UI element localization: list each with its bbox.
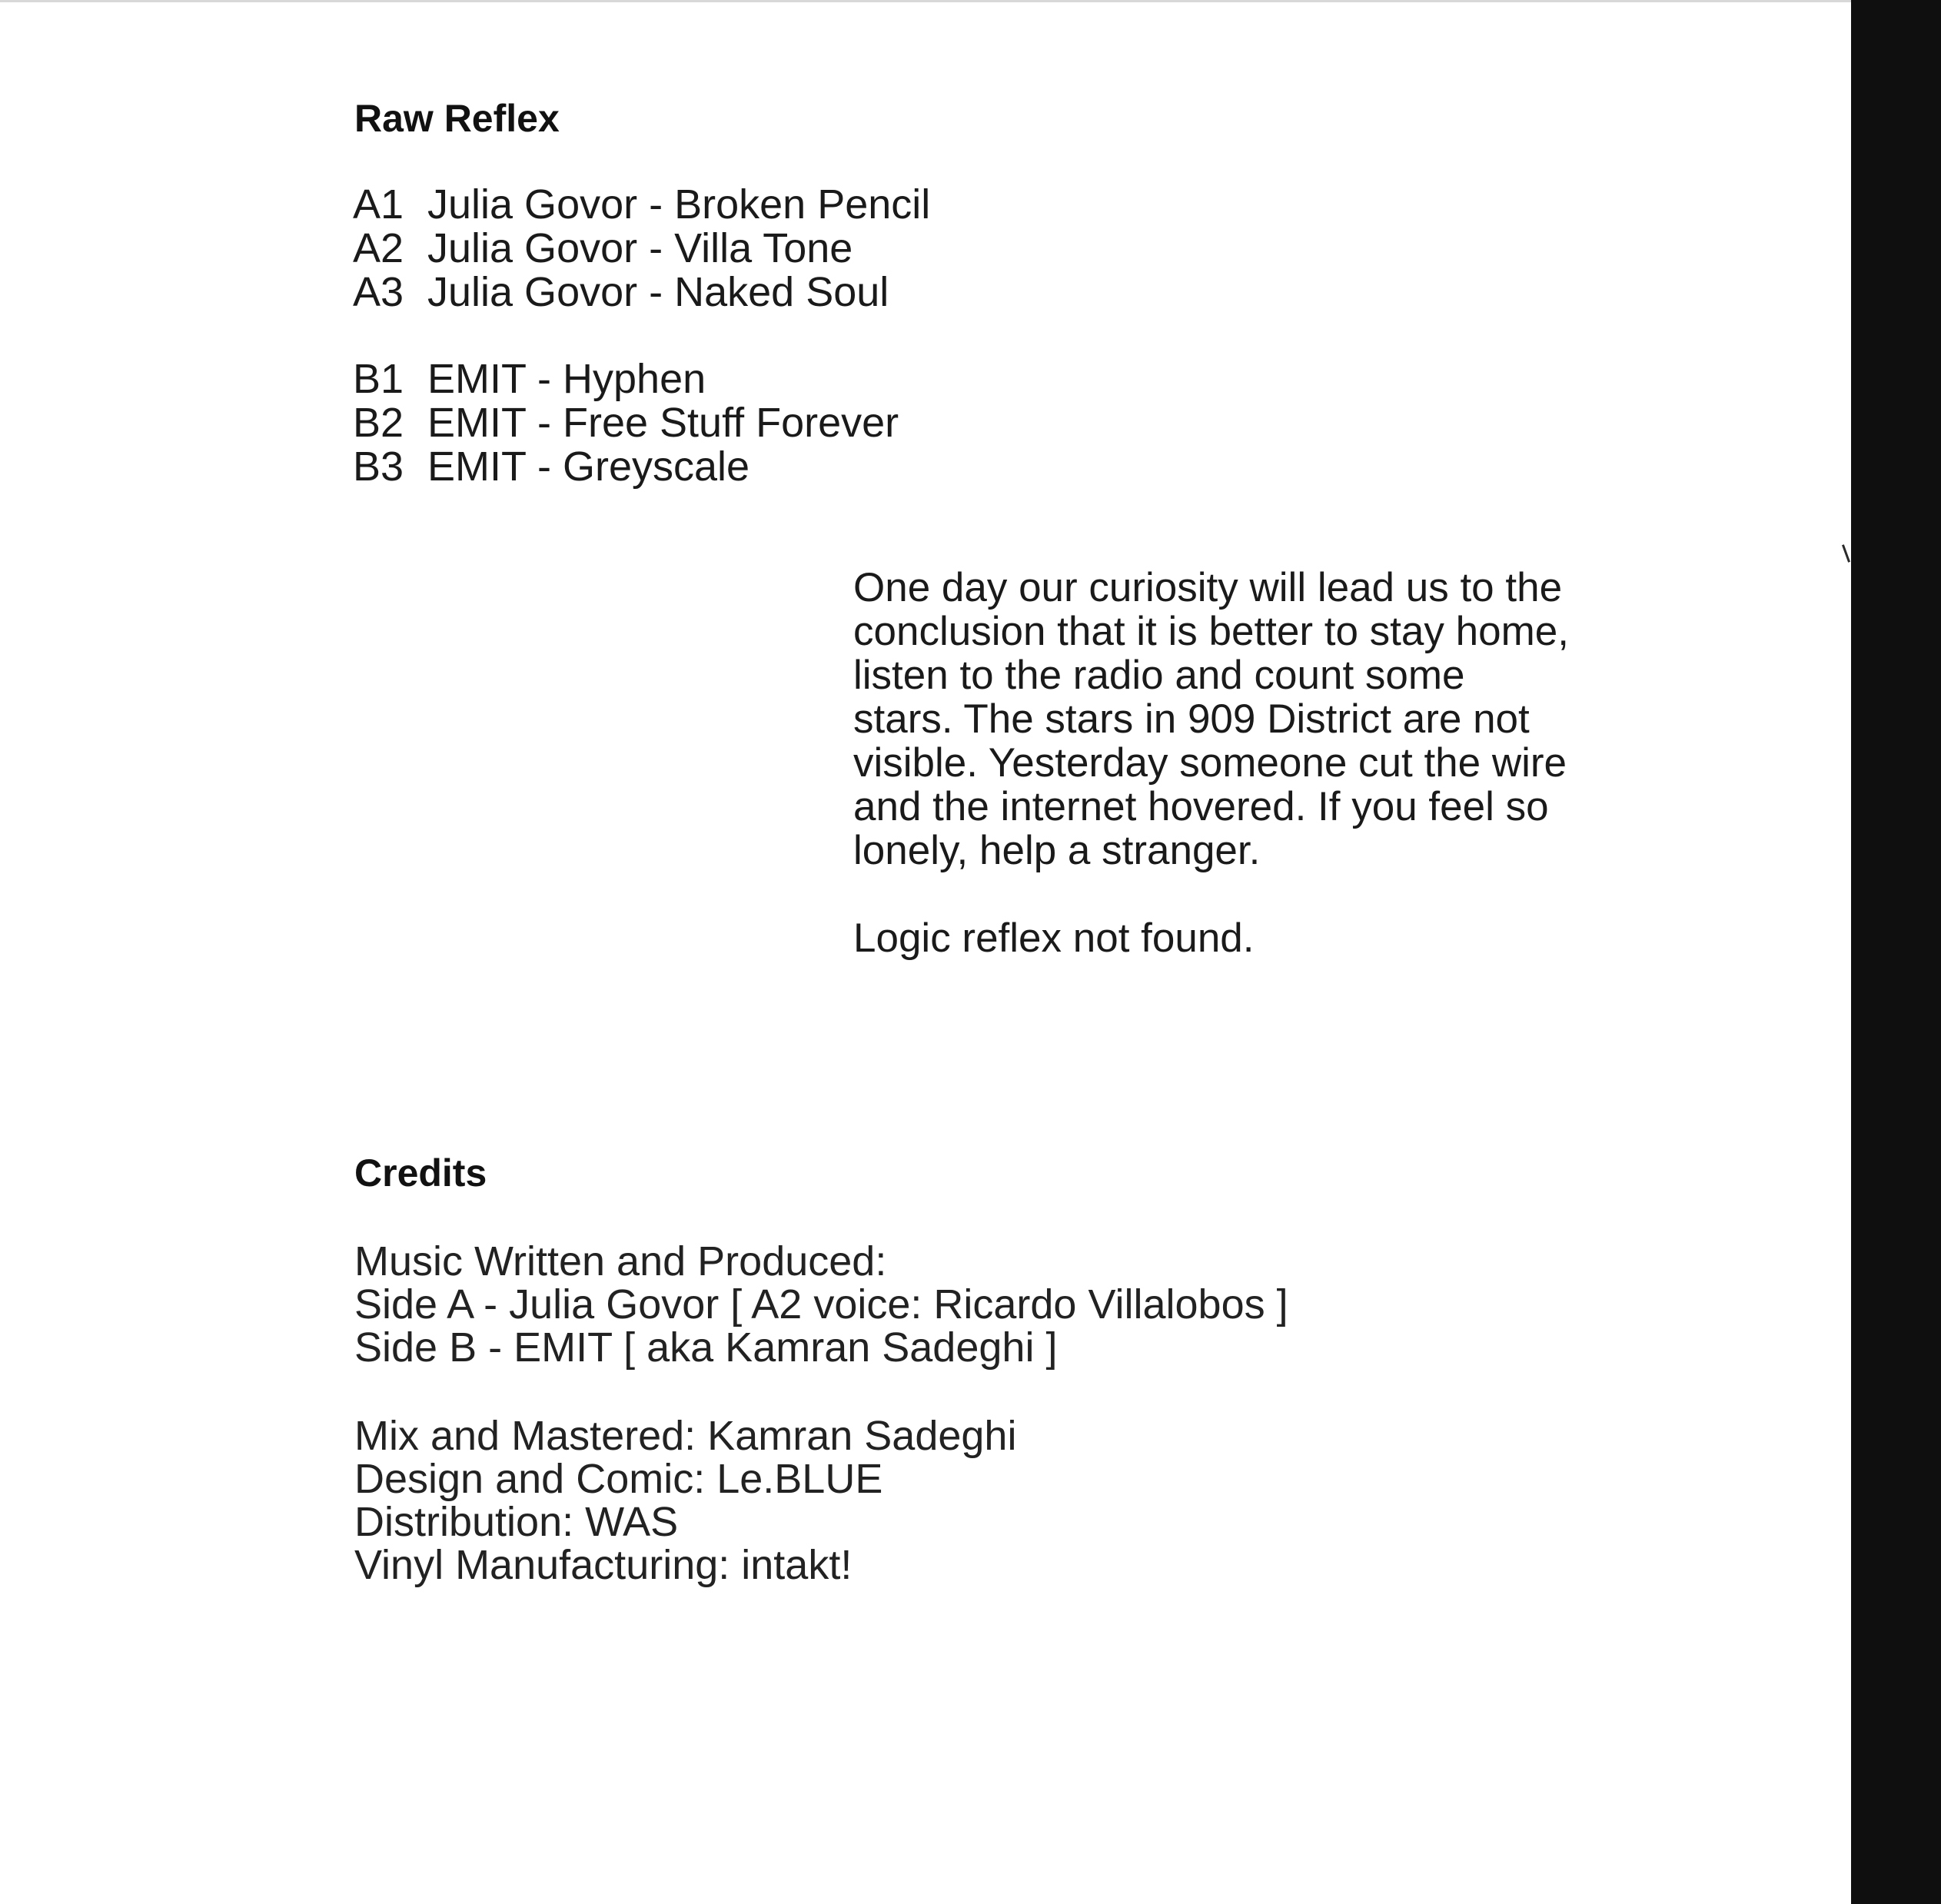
release-title: Raw Reflex [354,97,560,140]
tracklist-side-b [353,357,899,489]
credit-line: Side A - Julia Govor [ A2 voice: Ricardo Villalobos ] [354,1281,1288,1327]
story-line: lonely, help a stranger. [853,828,1261,873]
track-position: A1 [353,181,404,228]
scratch-mark [1842,544,1850,563]
story-line: visible. Yesterday someone cut the wire [853,740,1567,786]
track-position: A2 [353,225,404,271]
credits-written-produced [354,1240,1288,1369]
credit-line: Distribution: WAS [354,1499,679,1545]
credit-line: Vinyl Manufacturing: intakt! [354,1542,853,1588]
track-title: Julia Govor - Naked Soul [427,269,889,315]
story-tagline: Logic reflex not found. [853,915,1255,961]
track-position: A3 [353,269,404,315]
track-row [353,357,899,401]
track-position: B1 [353,356,404,402]
track-position: B2 [353,400,404,446]
track-title: EMIT - Greyscale [427,444,750,490]
track-title: Julia Govor - Broken Pencil [427,181,931,228]
story-line: stars. The stars in 909 District are not [853,696,1530,742]
top-edge-line [0,0,1851,2]
track-title: EMIT - Hyphen [427,356,706,402]
track-title: EMIT - Free Stuff Forever [427,400,899,446]
track-position: B3 [353,444,404,490]
story-line: conclusion that it is better to stay home, [853,609,1569,654]
track-row [353,445,899,489]
story-line: listen to the radio and count some [853,653,1465,698]
sleeve-right-edge [1851,0,1941,1904]
story-paragraph [853,566,1653,872]
track-row [353,401,899,445]
credit-line: Design and Comic: Le.BLUE [354,1456,883,1502]
credit-line: Side B - EMIT [ aka Kamran Sadeghi ] [354,1324,1058,1371]
story-line: and the internet hovered. If you feel so [853,784,1549,829]
tracklist-side-a [353,183,930,314]
track-row [353,183,930,227]
track-title: Julia Govor - Villa Tone [427,225,853,271]
credit-line: Mix and Mastered: Kamran Sadeghi [354,1413,1017,1459]
credit-line: Music Written and Produced: [354,1238,887,1284]
credits-staff [354,1414,1016,1587]
story-line: One day our curiosity will lead us to the [853,565,1563,610]
track-row [353,271,930,314]
credits-heading: Credits [354,1151,487,1195]
track-row [353,227,930,271]
